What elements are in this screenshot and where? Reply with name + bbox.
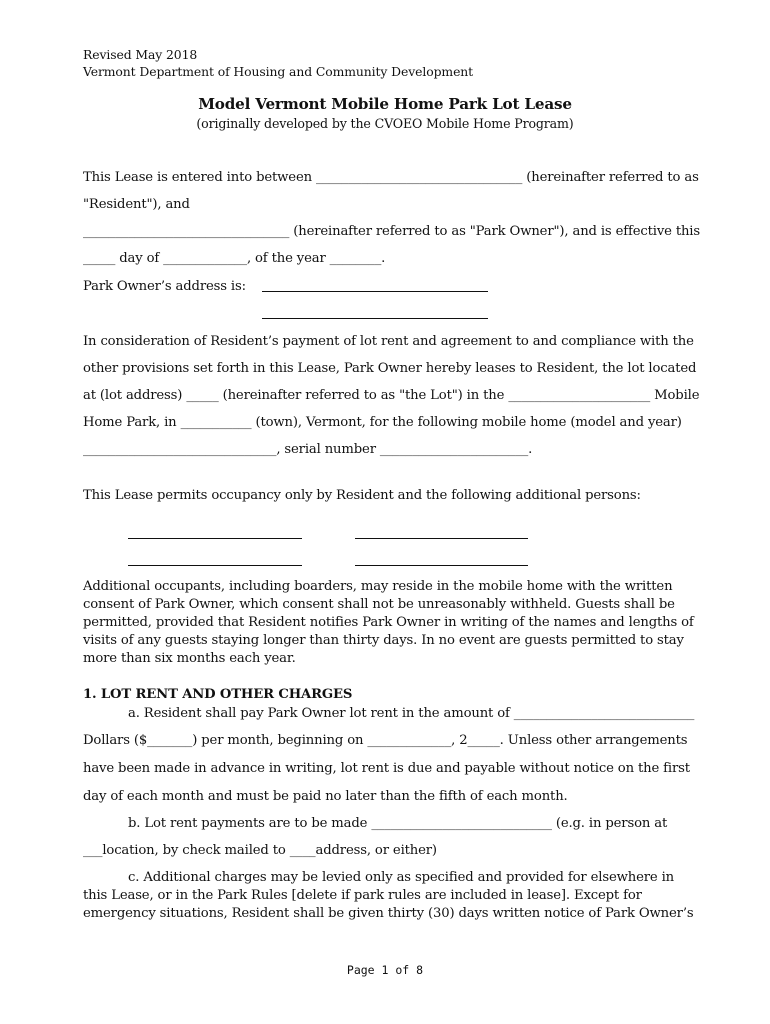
page-number: Page 1 of 8 [346,963,424,977]
consideration-line-4: Home Park, in ___________ (town), Vermont, for the following mobile home (model and year) [83,415,682,430]
department-name: Vermont Department of Housing and Community Development [83,64,474,79]
occupant-blank-1 [128,538,302,539]
occupancy-statement: This Lease permits occupancy only by Resident and the following additional persons: [83,488,641,503]
clause-b-line-2: ___location, by check mailed to ____address, or either) [83,843,437,858]
consideration-line-1: In consideration of Resident’s payment of lot rent and agreement to and compliance with the [83,334,694,349]
clause-c-line-3: emergency situations, Resident shall be given thirty (30) days written notice of Park Owner’s [83,906,694,921]
park-owner-address-label: Park Owner’s address is: [83,279,246,294]
revision-date: Revised May 2018 [83,47,198,62]
document-subtitle: (originally developed by the CVOEO Mobile Home Program) [196,116,574,131]
occupants-line-2: consent of Park Owner, which consent shall not be unreasonably withheld. Guests shall be [83,597,675,612]
clause-a-line-2: Dollars ($_______) per month, beginning on _____________, 2_____. Unless other arrangements [83,733,688,748]
occupants-line-3: permitted, provided that Resident notifies Park Owner in writing of the names and lengths of [83,615,694,630]
occupants-line-4: visits of any guests staying longer than thirty days. In no event are guests permitted to stay [83,633,684,648]
clause-a-line-1: a. Resident shall pay Park Owner lot rent in the amount of ____________________________ [128,706,695,721]
address-blank-line-1 [262,291,488,292]
occupant-blank-3 [128,565,302,566]
consideration-line-5: ______________________________, serial number _______________________. [83,442,533,457]
lease-intro-line-4: _____ day of _____________, of the year ________. [83,251,386,266]
clause-c-line-1: c. Additional charges may be levied only as specified and provided for elsewhere in [128,870,674,885]
consideration-line-3: at (lot address) _____ (hereinafter referred to as "the Lot") in the ______________________ Mobile [83,388,700,403]
clause-c-line-2: this Lease, or in the Park Rules [delete if park rules are included in lease]. Except for [83,888,642,903]
consideration-line-2: other provisions set forth in this Lease, Park Owner hereby leases to Resident, the lot located [83,361,697,376]
lease-intro-line-3: ________________________________ (hereinafter referred to as "Park Owner"), and is effective this [83,224,700,239]
occupants-line-5: more than six months each year. [83,651,296,666]
document-title: Model Vermont Mobile Home Park Lot Lease [198,95,572,113]
clause-b-line-1: b. Lot rent payments are to be made ____________________________ (e.g. in person at [128,816,668,831]
lease-intro-line-1: This Lease is entered into between ________________________________ (hereinafter referred to as [83,170,699,185]
lease-intro-line-2: "Resident"), and [83,197,190,212]
clause-a-line-3: have been made in advance in writing, lot rent is due and payable without notice on the first [83,761,690,776]
address-blank-line-2 [262,318,488,319]
occupant-blank-4 [355,565,528,566]
clause-a-line-4: day of each month and must be paid no later than the fifth of each month. [83,789,568,804]
occupants-line-1: Additional occupants, including boarders, may reside in the mobile home with the written [83,579,673,594]
occupant-blank-2 [355,538,528,539]
section-heading-lot-rent: 1. LOT RENT AND OTHER CHARGES [83,687,353,702]
